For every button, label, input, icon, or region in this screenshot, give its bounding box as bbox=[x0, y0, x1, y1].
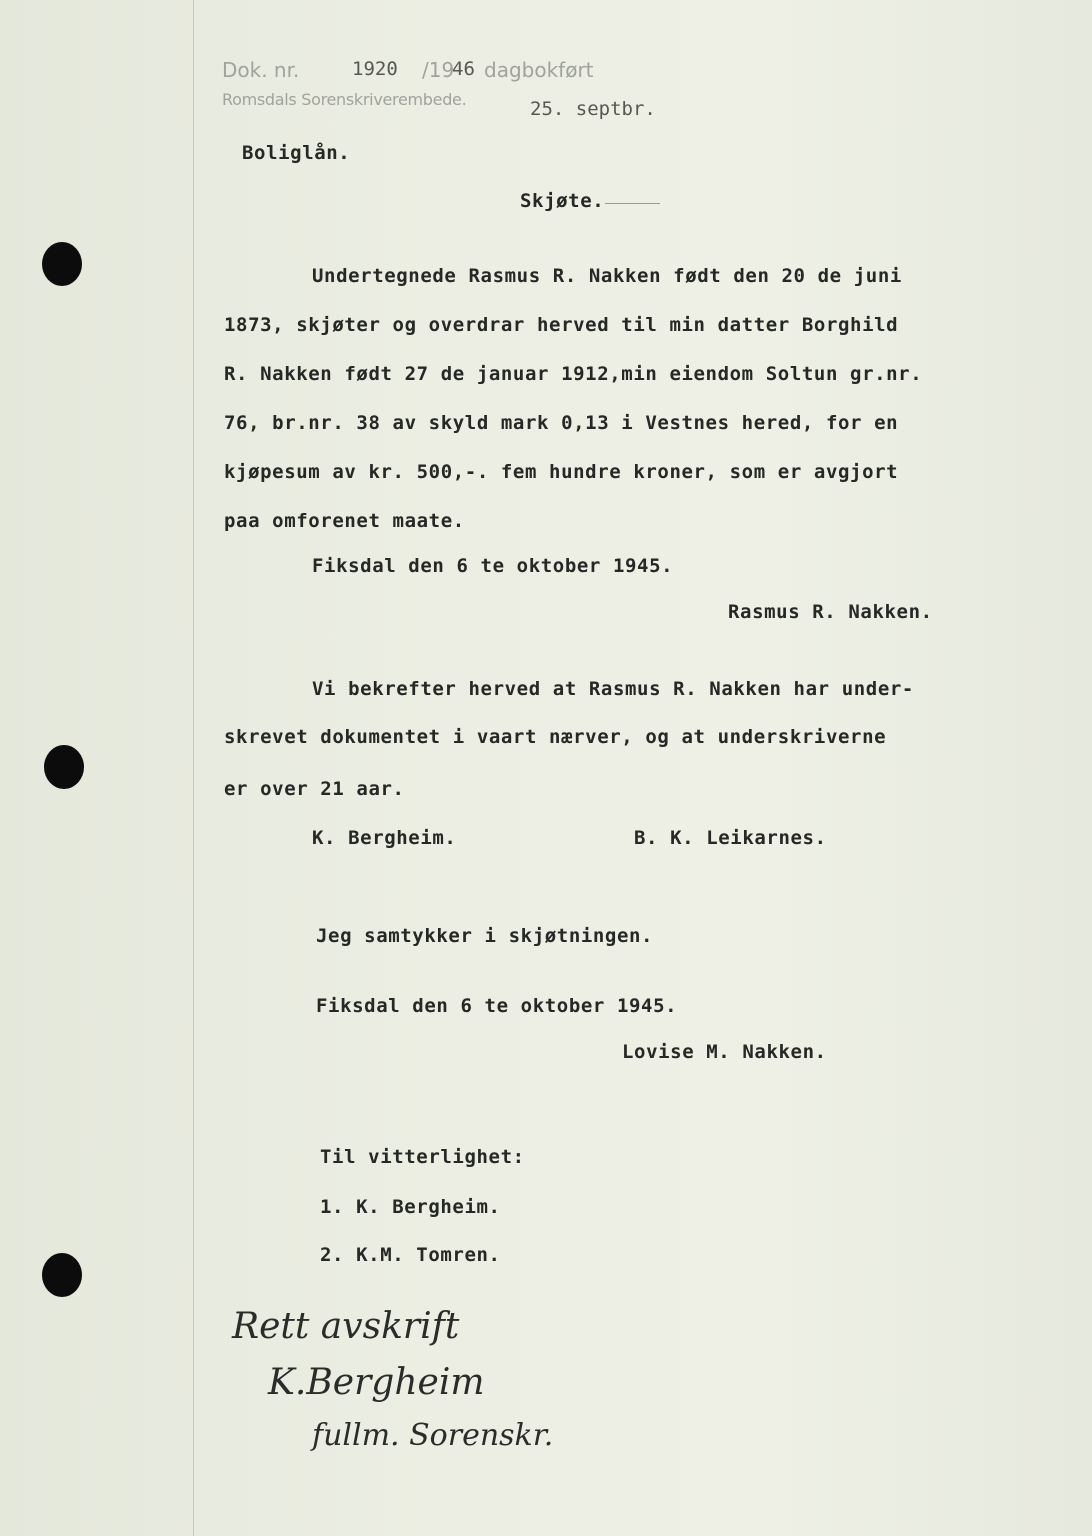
consent-text: Jeg samtykker i skjøtningen. bbox=[316, 925, 654, 947]
signer-1: Rasmus R. Nakken. bbox=[728, 601, 933, 623]
place-date-1: Fiksdal den 6 te oktober 1945. bbox=[312, 555, 674, 577]
deed-line: Undertegnede Rasmus R. Nakken født den 20 de juni bbox=[312, 265, 902, 287]
stamp-dok-number: 1920 bbox=[352, 58, 398, 80]
document-title: Skjøte. bbox=[520, 190, 605, 212]
stamp-office: Romsdals Sorenskriverembede. bbox=[222, 90, 467, 109]
punch-hole-bottom bbox=[42, 1253, 82, 1297]
title-underline bbox=[605, 203, 660, 204]
deed-line: 76, br.nr. 38 av skyld mark 0,13 i Vestnes hered, for en bbox=[224, 412, 899, 434]
stamp-dagbokfort: dagbokført bbox=[484, 58, 594, 82]
deed-line: 1873, skjøter og overdrar herved til min datter Borghild bbox=[224, 314, 899, 336]
punch-hole-top bbox=[42, 242, 82, 286]
deed-line: paa omforenet maate. bbox=[224, 510, 465, 532]
place-date-2: Fiksdal den 6 te oktober 1945. bbox=[316, 995, 678, 1017]
margin-line bbox=[193, 0, 194, 1536]
witness-right: B. K. Leikarnes. bbox=[634, 827, 827, 849]
deed-line: kjøpesum av kr. 500,-. fem hundre kroner, som er avgjort bbox=[224, 461, 899, 483]
attest-witness: 1. K. Bergheim. bbox=[320, 1196, 501, 1218]
handwritten-line-1: Rett avskrift bbox=[232, 1306, 460, 1347]
heading-boliglan: Boliglån. bbox=[242, 142, 351, 164]
attest-witness: 2. K.M. Tomren. bbox=[320, 1244, 501, 1266]
stamp-dok-label: Dok. nr. bbox=[222, 58, 300, 82]
confirmation-line: skrevet dokumentet i vaart nærver, og at underskriverne bbox=[224, 726, 887, 748]
witness-left: K. Bergheim. bbox=[312, 827, 457, 849]
confirmation-line: er over 21 aar. bbox=[224, 778, 405, 800]
handwritten-line-3: fullm. Sorenskr. bbox=[312, 1418, 554, 1453]
confirmation-line: Vi bekrefter herved at Rasmus R. Nakken har under- bbox=[312, 678, 914, 700]
stamp-date: 25. septbr. bbox=[530, 98, 656, 120]
til-vitterlighet: Til vitterlighet: bbox=[320, 1146, 525, 1168]
punch-hole-middle bbox=[44, 745, 84, 789]
stamp-year-separator: /19 bbox=[422, 58, 455, 82]
handwritten-line-2: K.Bergheim bbox=[268, 1362, 485, 1403]
signer-2: Lovise M. Nakken. bbox=[622, 1041, 827, 1063]
deed-line: R. Nakken født 27 de januar 1912,min eiendom Soltun gr.nr. bbox=[224, 363, 923, 385]
stamp-year: 46 bbox=[452, 58, 475, 80]
